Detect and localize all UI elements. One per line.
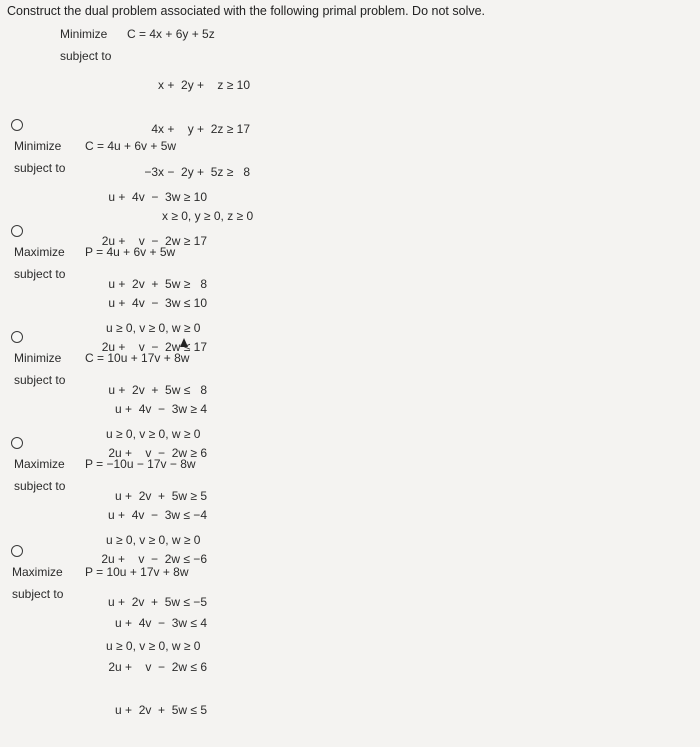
option-3-radio[interactable] — [11, 331, 23, 343]
option-4-radio[interactable] — [11, 437, 23, 449]
option-4-constraint-2: 2u + v − 2w ≤ −6 — [101, 551, 207, 566]
option-5-constraint-2: 2u + v − 2w ≤ 6 — [108, 659, 207, 674]
option-5-constraint-3: u + 2v + 5w ≤ 5 — [115, 703, 207, 717]
mouse-cursor-icon — [180, 338, 188, 347]
option-4-constraint-3: u + 2v + 5w ≤ −5 — [108, 595, 207, 609]
option-2-radio[interactable] — [11, 225, 23, 237]
option-1-constraint-2: 2u + v − 2w ≥ 17 — [101, 233, 207, 248]
option-5-constraints — [85, 587, 207, 747]
option-5-objective: P = 10u + 17v + 8w — [85, 565, 189, 579]
primal-constraint-2: 4x + y + 2z ≥ 17 — [151, 121, 250, 136]
option-4-objective: P = −10u − 17v − 8w — [85, 457, 196, 471]
option-3-subject-label: subject to — [14, 373, 66, 387]
option-5-subject-label: subject to — [12, 587, 64, 601]
option-3-objective: C = 10u + 17v + 8w — [85, 351, 190, 365]
question-text: Construct the dual problem associated with the following primal problem. Do not solve. — [7, 4, 486, 18]
option-2-constraint-1: u + 4v − 3w ≤ 10 — [108, 296, 207, 310]
option-1-constraint-1: u + 4v − 3w ≥ 10 — [108, 190, 207, 204]
option-2-constraint-3: u + 2v + 5w ≤ 8 — [108, 383, 207, 397]
option-3-constraint-2: 2u + v − 2w ≥ 6 — [108, 445, 207, 460]
option-3-nonneg: u ≥ 0, v ≥ 0, w ≥ 0 — [106, 532, 201, 547]
option-5-radio[interactable] — [11, 545, 23, 557]
option-3-constraint-3: u + 2v + 5w ≥ 5 — [115, 489, 207, 503]
primal-subject-label: subject to — [60, 49, 112, 63]
option-2-objective: P = 4u + 6v + 5w — [85, 245, 176, 259]
option-4-subject-label: subject to — [14, 479, 66, 493]
primal-objective-label: Minimize — [60, 27, 108, 41]
option-2-subject-label: subject to — [14, 267, 66, 281]
option-1-radio[interactable] — [11, 119, 23, 131]
primal-objective: C = 4x + 6y + 5z — [127, 27, 215, 41]
option-1-constraint-3: u + 2v + 5w ≥ 8 — [108, 277, 207, 291]
option-4[interactable] — [0, 436, 700, 653]
option-1-objective: C = 4u + 6v + 5w — [85, 139, 177, 153]
option-2-objective-label: Maximize — [14, 245, 65, 259]
option-4-constraint-1: u + 4v − 3w ≤ −4 — [108, 508, 207, 522]
option-1-subject-label: subject to — [14, 161, 66, 175]
option-1-objective-label: Minimize — [14, 139, 62, 153]
option-3-constraint-1: u + 4v − 3w ≥ 4 — [115, 402, 207, 416]
option-2-nonneg: u ≥ 0, v ≥ 0, w ≥ 0 — [106, 426, 201, 441]
primal-constraint-3: −3x − 2y + 5z ≥ 8 — [144, 165, 250, 179]
primal-nonneg: x ≥ 0, y ≥ 0, z ≥ 0 — [162, 208, 254, 223]
option-4-nonneg: u ≥ 0, v ≥ 0, w ≥ 0 — [106, 638, 201, 653]
option-5-constraint-1: u + 4v − 3w ≤ 4 — [115, 616, 207, 630]
option-2-constraint-2: 2u + v − 2w ≤ 17 — [101, 339, 207, 354]
option-3-objective-label: Minimize — [14, 351, 62, 365]
option-1-nonneg: u ≥ 0, v ≥ 0, w ≥ 0 — [106, 320, 201, 335]
primal-constraint-1: x + 2y + z ≥ 10 — [158, 78, 250, 92]
option-5-objective-label: Maximize — [12, 565, 63, 579]
option-4-objective-label: Maximize — [14, 457, 65, 471]
